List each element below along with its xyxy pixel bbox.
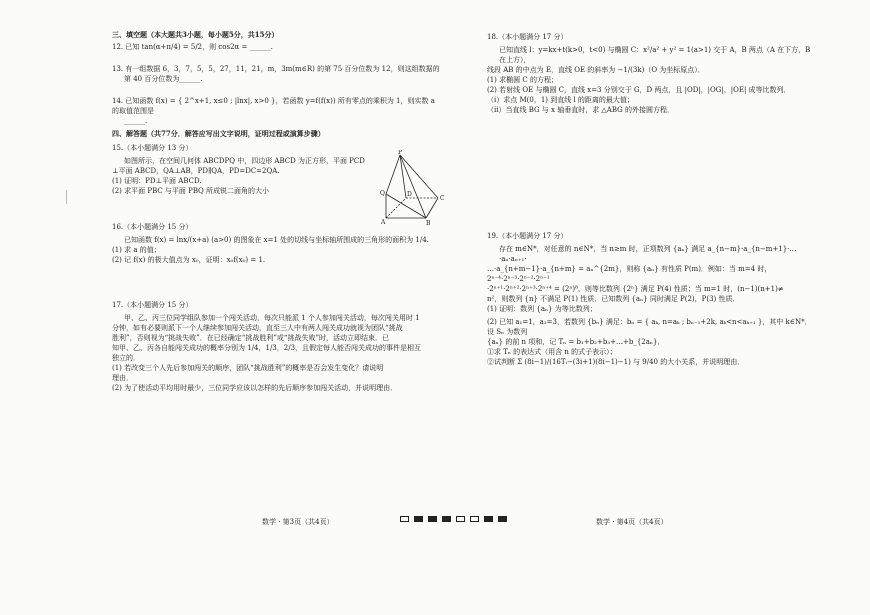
question-17-part1b: 理由． bbox=[112, 374, 133, 382]
section-fill-in: 三、填空题（本大题共3小题，每小题5分，共15分） bbox=[112, 30, 279, 39]
question-17-text5: 独立的． bbox=[112, 354, 140, 362]
question-13-line1: 13. 有一组数据 6，3，7，5，5，27，11，21，m，3m(m∈R) 的第 75 百分位数为 12，则这组数据的 bbox=[112, 65, 440, 73]
question-17-text2: 分钟，如有必要则派下一个人继续参加闯关活动，直至三人中有两人闯关成功就视为团队“挑战 bbox=[112, 324, 403, 332]
question-14-line2: ______. bbox=[124, 117, 148, 125]
mark bbox=[442, 516, 451, 522]
geometry-figure bbox=[378, 150, 458, 230]
question-15-text1: 如图所示，在空间几何体 ABCDPQ 中，四边形 ABCD 为正方形，平面 PCD bbox=[124, 157, 365, 165]
mark bbox=[498, 516, 507, 522]
mark bbox=[484, 516, 493, 522]
question-16-part2: (2) 记 f(x) 的极大值点为 x₀，证明：x₀f(x₀) = 1. bbox=[112, 256, 266, 264]
mark bbox=[400, 516, 409, 522]
question-19-text2: …·a_{n+m−1}·a_{n+m} = aₙ^{2m}，则称 {aₙ} 有性质 P(m)．例如：当 m=4 时，2ⁿ⁻⁴·2ⁿ⁻³·2ⁿ⁻²·2ⁿ⁻¹ bbox=[487, 265, 772, 283]
footer-left: 数学 · 第3页（共4页） bbox=[262, 518, 334, 526]
question-19-text3: ·2ⁿ⁺¹·2ⁿ⁺²·2ⁿ⁺³·2ⁿ⁺⁴ = (2ⁿ)⁸，则等比数列 {2ⁿ} 满足 P(4) 性质；当 m=1 时，(n−1)(n+1)≠ bbox=[487, 285, 784, 293]
question-17-text3: 胜利”，否则视为“挑战失败”．在已经确定“挑战胜利”或“挑战失败”时，活动立即结束．已 bbox=[112, 334, 390, 342]
label-d: D bbox=[407, 191, 412, 198]
question-16-header: 16.（本小题满分 15 分） bbox=[112, 223, 193, 231]
question-19-part2ii: ②试判断 Σ (8i−1)/(16Tᵢ−(3i+1)(8i−1)−1) 与 9/40 的大小关系，并说明理由． bbox=[487, 358, 745, 366]
question-19-text1: 存在 m∈N*，对任意的 n∈N*，当 n≥m 时，正项数列 {aₙ} 满足 a_{n−m}·a_{n−m+1}·…·aₙ·aₙ₊₁· bbox=[499, 245, 797, 263]
label-p: P bbox=[398, 150, 403, 156]
question-15-text2: ⊥平面 ABCD，QA⊥AB，PD∥QA，PD=DC=2QA. bbox=[112, 167, 280, 175]
edge-pc bbox=[400, 155, 438, 198]
question-18-part2ii: （ⅱ）当直线 BG 与 x 轴垂直时，求 △ABG 的外接圆方程． bbox=[487, 106, 674, 114]
edge-cb bbox=[426, 198, 438, 218]
question-19-header: 19.（本小题满分 17 分） bbox=[487, 232, 568, 240]
mark bbox=[456, 516, 465, 522]
question-14-line1: 14. 已知函数 f(x) = { 2^x+1, x≤0 ; |lnx|, x>0 }，若函数 y=f(f(x)) 所有零点的乘积为 1，则实数 a 的取值范围是 bbox=[112, 97, 435, 115]
label-c: C bbox=[440, 195, 445, 202]
question-13-line2: 第 40 百分位数为______. bbox=[124, 75, 203, 83]
question-17-part1: (1) 若改变三个人先后参加闯关的顺序，团队“挑战胜利”的概率是否会发生变化？请说明 bbox=[112, 364, 384, 372]
mark bbox=[470, 516, 479, 522]
mark bbox=[428, 516, 437, 522]
question-18-part2i: （ⅰ）求点 M(0，1) 到直线 l 的距离的最大值； bbox=[487, 96, 634, 104]
question-18-header: 18.（本小题满分 17 分） bbox=[487, 33, 568, 41]
right-page bbox=[487, 28, 812, 367]
question-19-text4: n²，则数列 {n} 不满足 P(1) 性质．已知数列 {aₙ} 同时满足 P(2)，P(3) 性质． bbox=[487, 295, 740, 303]
question-16-part1: (1) 求 a 的值； bbox=[112, 246, 161, 254]
question-16-text: 已知函数 f(x) = lnx/(x+a) (a>0) 的图象在 x=1 处的切线与坐标轴所围成的三角形的面积为 1/4. bbox=[124, 236, 429, 244]
question-19-part2b: {aₙ} 的前 n 项和，记 Tₙ = b₁+b₂+b₃+…+b_{2aₙ}． bbox=[487, 338, 665, 346]
question-18-text2: 线段 AB 的中点为 E，直线 OE 的斜率为 −1/(3k)（O 为坐标原点）． bbox=[487, 66, 705, 74]
question-18-part1: (1) 求椭圆 C 的方程； bbox=[487, 76, 558, 84]
edge-qp bbox=[386, 155, 400, 194]
question-19-part2i: ①求 Tₙ 的表达式（用含 n 的式子表示）； bbox=[487, 348, 617, 356]
alignment-marks bbox=[400, 516, 507, 522]
edge-ad bbox=[386, 198, 406, 218]
scan-edge-mark bbox=[66, 190, 73, 204]
section-solutions: 四、解答题（共77分．解答应写出文字说明，证明过程或演算步骤） bbox=[112, 129, 325, 138]
question-15-part1: (1) 证明：PD⊥平面 ABCD. bbox=[112, 177, 202, 185]
question-18-text1: 已知直线 l：y=kx+t(k>0，t<0) 与椭圆 C：x²/a² + y² = 1(a>1) 交于 A，B 两点（A 在下方，B 在上方）， bbox=[499, 46, 811, 64]
question-19-part2: (2) 已知 a₁=1，a₂=3，若数列 {bₙ} 满足：bₙ = { aₖ, n=aₖ ; bₙ₋₁+2k, aₖ<n<aₖ₊₁ }，其中 k∈N*．设 Sₙ 为数列 bbox=[487, 318, 812, 336]
label-b: B bbox=[426, 220, 431, 227]
label-q: Q bbox=[380, 190, 385, 197]
question-17-header: 17.（本小题满分 15 分） bbox=[112, 301, 193, 309]
question-15-part2: (2) 求平面 PBC 与平面 PBQ 所成锐二面角的大小 bbox=[112, 187, 269, 195]
question-18-part2: (2) 若射线 OE 与椭圆 C，直线 x=3 分别交于 G，D 两点，且 |OD|，|OG|，|OE| 成等比数列． bbox=[487, 86, 791, 94]
edge-pb bbox=[400, 155, 426, 218]
question-17-part2: (2) 为了使活动平均用时最少，三位同学应该以怎样的先后顺序参加闯关活动，并说明理由． bbox=[112, 384, 398, 392]
question-15-header: 15.（本小题满分 13 分） bbox=[112, 144, 193, 152]
mark bbox=[414, 516, 423, 522]
question-17-text1: 甲、乙、丙三位同学组队参加一个闯关活动，每次只能派 1 个人参加闯关活动，每次闯关用时 1 bbox=[124, 314, 420, 322]
footer-right: 数学 · 第4页（共4页） bbox=[596, 518, 668, 526]
question-12: 12. 已知 tan(α+π/4) = 5/2，则 cos2α = ______. bbox=[112, 43, 273, 51]
label-a: A bbox=[381, 219, 386, 226]
question-19-part1: (1) 证明：数列 {aₙ} 为等比数列； bbox=[487, 305, 597, 313]
question-17-text4: 知甲、乙、丙各自能闯关成功的概率分别为 1/4，1/3，2/3，且假定每人能否闯关成功的事件是相互 bbox=[112, 344, 422, 352]
